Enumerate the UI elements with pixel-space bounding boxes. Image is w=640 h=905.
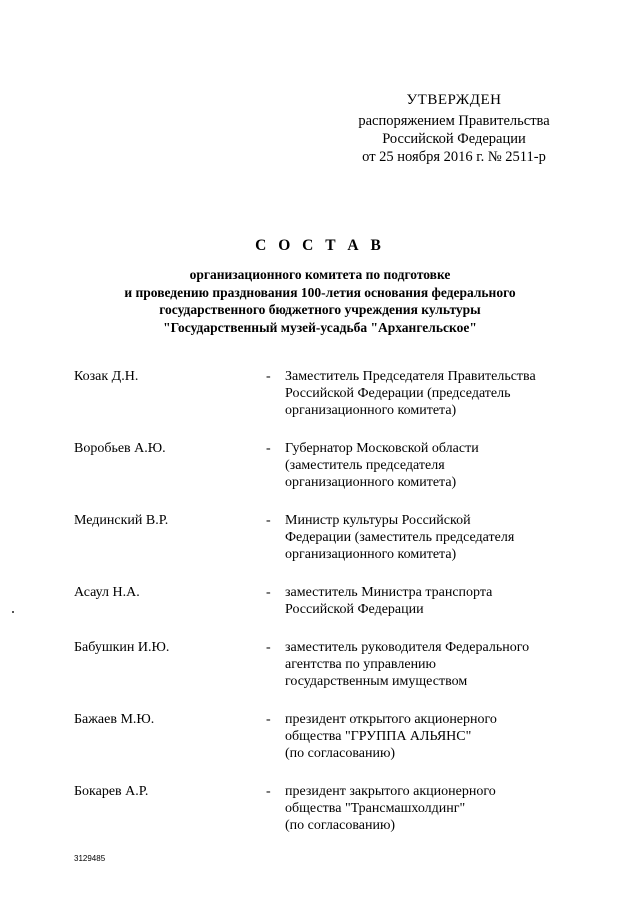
member-dash: - <box>266 712 271 727</box>
scan-speck <box>12 611 14 613</box>
member-role-line: (заместитель председателя <box>285 458 445 473</box>
member-role <box>285 512 565 563</box>
member-role <box>285 368 565 419</box>
member-row <box>74 584 574 618</box>
member-role-line: заместитель руководителя Федерального <box>285 640 530 655</box>
member-role-line: общества "Трансмашхолдинг" <box>285 801 466 816</box>
member-role-line: (по согласованию) <box>285 818 396 833</box>
approval-line: Российской Федерации <box>382 131 526 147</box>
member-role-line: организационного комитета) <box>285 547 457 562</box>
member-role-line: (по согласованию) <box>285 746 396 761</box>
document-title: С О С Т А В <box>255 237 385 254</box>
member-dash: - <box>266 640 271 655</box>
member-role-line: заместитель Министра транспорта <box>285 585 493 600</box>
member-row <box>74 639 574 690</box>
subtitle-line: государственного бюджетного учреждения культуры <box>159 302 481 317</box>
subtitle-line: и проведению празднования 100-летия основания федерального <box>124 284 516 300</box>
member-role-line: Российской Федерации <box>285 602 424 617</box>
member-role-line: президент закрытого акционерного <box>285 784 496 799</box>
subtitle-line: "Государственный музей-усадьба "Архангельское" <box>163 319 477 335</box>
member-role-line: организационного комитета) <box>285 475 457 490</box>
member-row <box>74 440 574 491</box>
approval-stamp <box>338 91 570 166</box>
document-subtitle <box>60 266 580 336</box>
member-name: Асаул Н.А. <box>74 585 140 600</box>
member-role <box>285 440 565 491</box>
member-role-line: Заместитель Председателя Правительства <box>285 369 536 384</box>
member-role-line: Российской Федерации (председатель <box>285 386 511 401</box>
member-role <box>285 711 565 762</box>
member-role-line: Губернатор Московской области <box>285 441 479 456</box>
member-name: Бокарев А.Р. <box>74 784 149 799</box>
member-name: Козак Д.Н. <box>74 369 139 384</box>
member-role <box>285 783 565 834</box>
member-dash: - <box>266 585 271 600</box>
approval-line: распоряжением Правительства <box>358 113 550 129</box>
member-role-line: государственным имуществом <box>285 674 468 689</box>
document-title-block <box>60 236 580 336</box>
member-role <box>285 639 565 690</box>
member-role-line: президент открытого акционерного <box>285 712 497 727</box>
member-dash: - <box>266 513 271 528</box>
approval-heading: УТВЕРЖДЕН <box>406 92 502 108</box>
member-name: Воробьев А.Ю. <box>74 441 166 456</box>
member-role-line: общества "ГРУППА АЛЬЯНС" <box>285 729 472 744</box>
member-row <box>74 368 574 419</box>
member-dash: - <box>266 369 271 384</box>
members-list <box>74 368 574 855</box>
member-row <box>74 512 574 563</box>
member-row <box>74 711 574 762</box>
document-number: 3129485 <box>74 854 106 863</box>
member-role-line: агентства по управлению <box>285 657 437 672</box>
member-role-line: Федерации (заместитель председателя <box>285 530 515 545</box>
member-row <box>74 783 574 834</box>
member-dash: - <box>266 784 271 799</box>
member-name: Мединский В.Р. <box>74 513 169 528</box>
member-name: Бажаев М.Ю. <box>74 712 155 727</box>
approval-date-number: от 25 ноября 2016 г. № 2511-р <box>362 149 546 165</box>
subtitle-line: организационного комитета по подготовке <box>189 267 451 282</box>
member-role <box>285 584 565 618</box>
member-name: Бабушкин И.Ю. <box>74 640 170 655</box>
member-role-line: Министр культуры Российской <box>285 513 471 528</box>
member-dash: - <box>266 441 271 456</box>
member-role-line: организационного комитета) <box>285 403 457 418</box>
